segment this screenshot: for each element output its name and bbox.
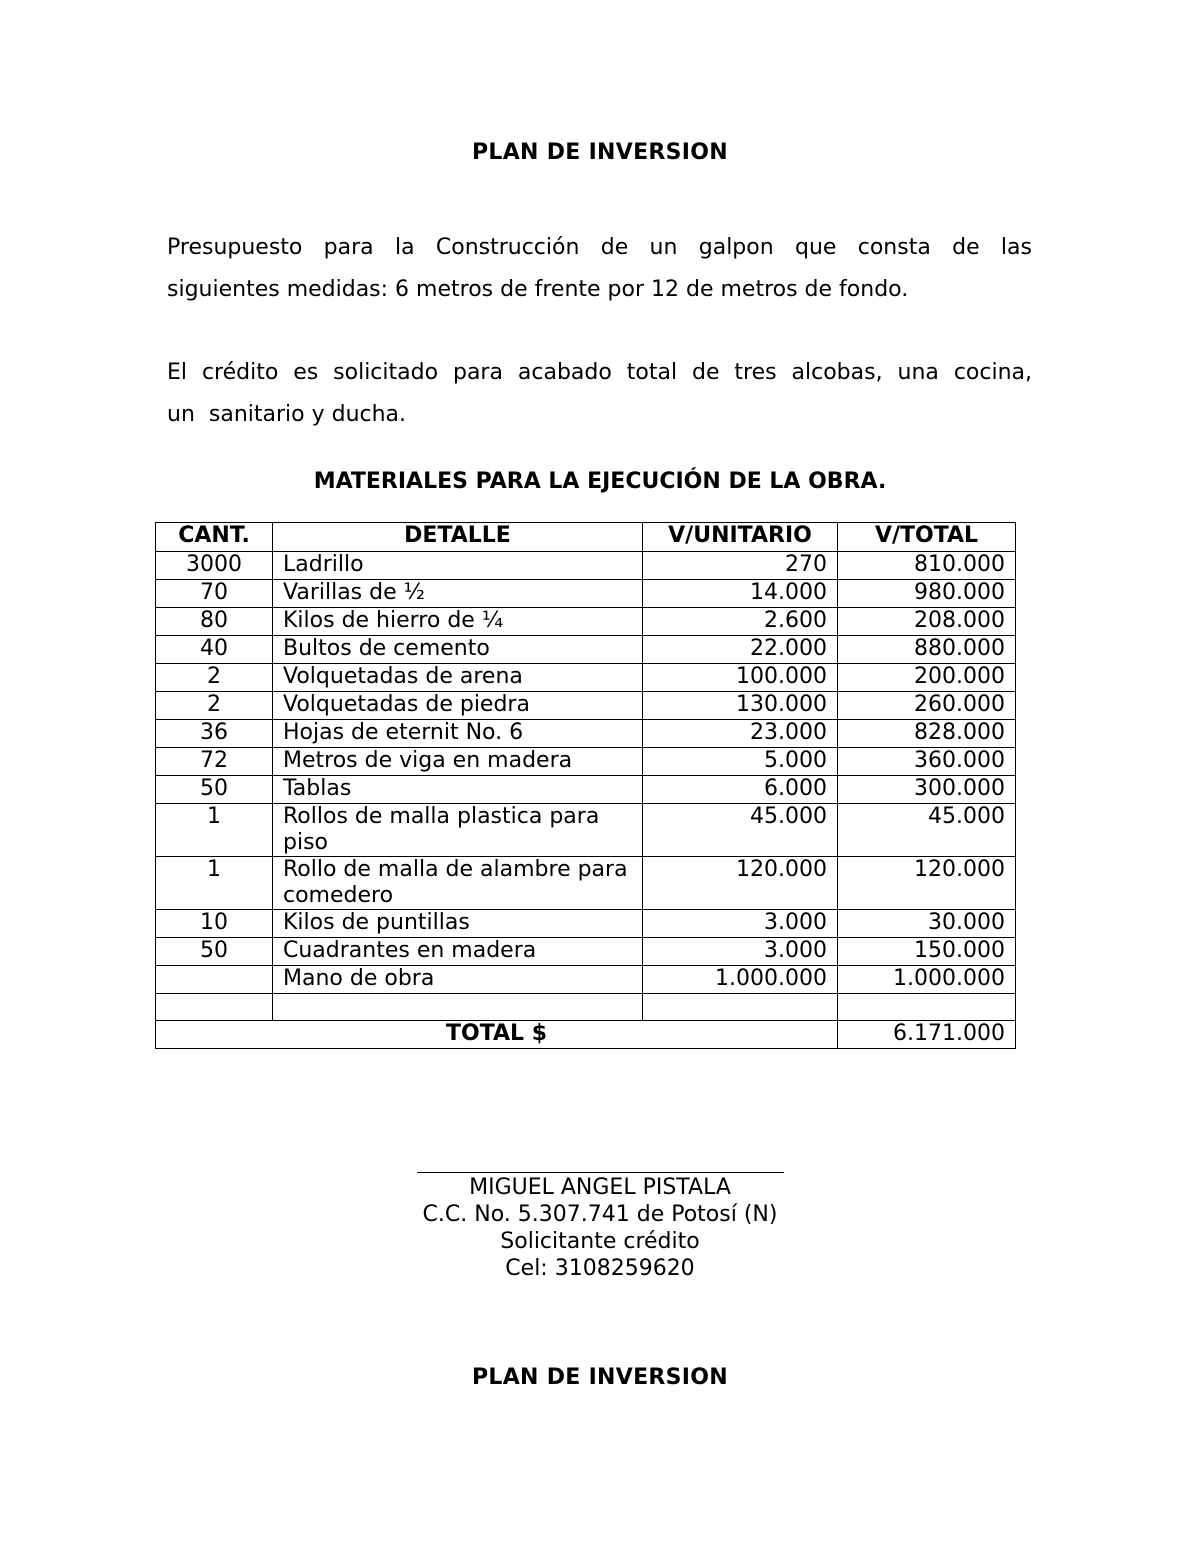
total-cell: 360.000: [838, 748, 1016, 776]
detail-cell: Metros de viga en madera: [273, 748, 643, 776]
table-blank-row: [156, 994, 1016, 1021]
detail-cell: Mano de obra: [273, 966, 643, 994]
credit-line-2: un sanitario y ducha.: [167, 402, 407, 427]
credit-paragraph: [167, 352, 1032, 436]
detail-cell: Volquetadas de piedra: [273, 692, 643, 720]
detail-cell: Varillas de ½: [273, 580, 643, 608]
unit-price-cell: 5.000: [643, 748, 838, 776]
detail-cell: Bultos de cemento: [273, 636, 643, 664]
blank-cell: [156, 994, 273, 1021]
intro-paragraph: [167, 227, 1032, 311]
qty-cell: 2: [156, 692, 273, 720]
blank-cell: [838, 994, 1016, 1021]
qty-cell: 50: [156, 776, 273, 804]
detail-cell: Tablas: [273, 776, 643, 804]
table-total-row: [156, 1021, 1016, 1049]
table-row: [156, 966, 1016, 994]
unit-price-cell: 45.000: [643, 804, 838, 857]
unit-price-cell: 100.000: [643, 664, 838, 692]
unit-price-cell: 130.000: [643, 692, 838, 720]
total-cell: 30.000: [838, 910, 1016, 938]
unit-price-cell: 2.600: [643, 608, 838, 636]
signer-phone: Cel: 3108259620: [505, 1256, 695, 1281]
qty-cell: 3000: [156, 552, 273, 580]
next-page-title: PLAN DE INVERSION: [471, 1365, 729, 1390]
header-total: V/TOTAL: [838, 523, 1016, 552]
detail-cell: Volquetadas de arena: [273, 664, 643, 692]
total-cell: 208.000: [838, 608, 1016, 636]
total-value: 6.171.000: [838, 1021, 1016, 1049]
qty-cell: 50: [156, 938, 273, 966]
qty-cell: 1: [156, 804, 273, 857]
unit-price-cell: 22.000: [643, 636, 838, 664]
total-cell: 200.000: [838, 664, 1016, 692]
table-row: [156, 580, 1016, 608]
unit-price-cell: 3.000: [643, 910, 838, 938]
unit-price-cell: 6.000: [643, 776, 838, 804]
total-cell: 45.000: [838, 804, 1016, 857]
total-cell: 880.000: [838, 636, 1016, 664]
unit-price-cell: 14.000: [643, 580, 838, 608]
table-row: [156, 857, 1016, 910]
table-row: [156, 910, 1016, 938]
total-cell: 810.000: [838, 552, 1016, 580]
total-cell: 150.000: [838, 938, 1016, 966]
blank-cell: [643, 994, 838, 1021]
table-body: [156, 552, 1016, 994]
total-cell: 300.000: [838, 776, 1016, 804]
total-cell: 1.000.000: [838, 966, 1016, 994]
qty-cell: 10: [156, 910, 273, 938]
detail-cell: Rollo de malla de alambre para comedero: [273, 857, 643, 910]
header-detalle: DETALLE: [273, 523, 643, 552]
table-row: [156, 636, 1016, 664]
total-cell: 980.000: [838, 580, 1016, 608]
intro-line-2: siguientes medidas: 6 metros de frente por 12 de metros de fondo.: [167, 277, 909, 302]
unit-price-cell: 3.000: [643, 938, 838, 966]
qty-cell: [156, 966, 273, 994]
table-header-row: [156, 523, 1016, 552]
detail-cell: Hojas de eternit No. 6: [273, 720, 643, 748]
table-row: [156, 804, 1016, 857]
unit-price-cell: 23.000: [643, 720, 838, 748]
table-row: [156, 776, 1016, 804]
table-row: [156, 938, 1016, 966]
header-cant: CANT.: [156, 523, 273, 552]
intro-line-1: Presupuesto para la Construcción de un galpon que consta de las: [167, 235, 1032, 260]
detail-cell: Cuadrantes en madera: [273, 938, 643, 966]
materials-table: [155, 522, 1016, 1049]
credit-line-1: El crédito es solicitado para acabado total de tres alcobas, una cocina,: [167, 360, 1032, 385]
table-row: [156, 552, 1016, 580]
total-cell: 828.000: [838, 720, 1016, 748]
qty-cell: 36: [156, 720, 273, 748]
total-cell: 260.000: [838, 692, 1016, 720]
total-label: TOTAL $: [156, 1021, 838, 1049]
qty-cell: 70: [156, 580, 273, 608]
blank-cell: [273, 994, 643, 1021]
detail-cell: Kilos de puntillas: [273, 910, 643, 938]
materials-title: MATERIALES PARA LA EJECUCIÓN DE LA OBRA.: [313, 469, 887, 494]
signature-block: [0, 1174, 1200, 1282]
table-row: [156, 748, 1016, 776]
table-row: [156, 608, 1016, 636]
qty-cell: 1: [156, 857, 273, 910]
page-title: PLAN DE INVERSION: [471, 140, 729, 165]
unit-price-cell: 1.000.000: [643, 966, 838, 994]
detail-cell: Rollos de malla plastica para piso: [273, 804, 643, 857]
unit-price-cell: 270: [643, 552, 838, 580]
signature-line: [417, 1172, 784, 1173]
signer-role: Solicitante crédito: [500, 1229, 700, 1254]
detail-cell: Kilos de hierro de ¼: [273, 608, 643, 636]
signer-name: MIGUEL ANGEL PISTALA: [469, 1175, 731, 1200]
total-cell: 120.000: [838, 857, 1016, 910]
qty-cell: 72: [156, 748, 273, 776]
unit-price-cell: 120.000: [643, 857, 838, 910]
header-unitario: V/UNITARIO: [643, 523, 838, 552]
detail-cell: Ladrillo: [273, 552, 643, 580]
qty-cell: 2: [156, 664, 273, 692]
table-row: [156, 692, 1016, 720]
signer-id: C.C. No. 5.307.741 de Potosí (N): [422, 1202, 778, 1227]
qty-cell: 40: [156, 636, 273, 664]
qty-cell: 80: [156, 608, 273, 636]
table-row: [156, 664, 1016, 692]
table-row: [156, 720, 1016, 748]
